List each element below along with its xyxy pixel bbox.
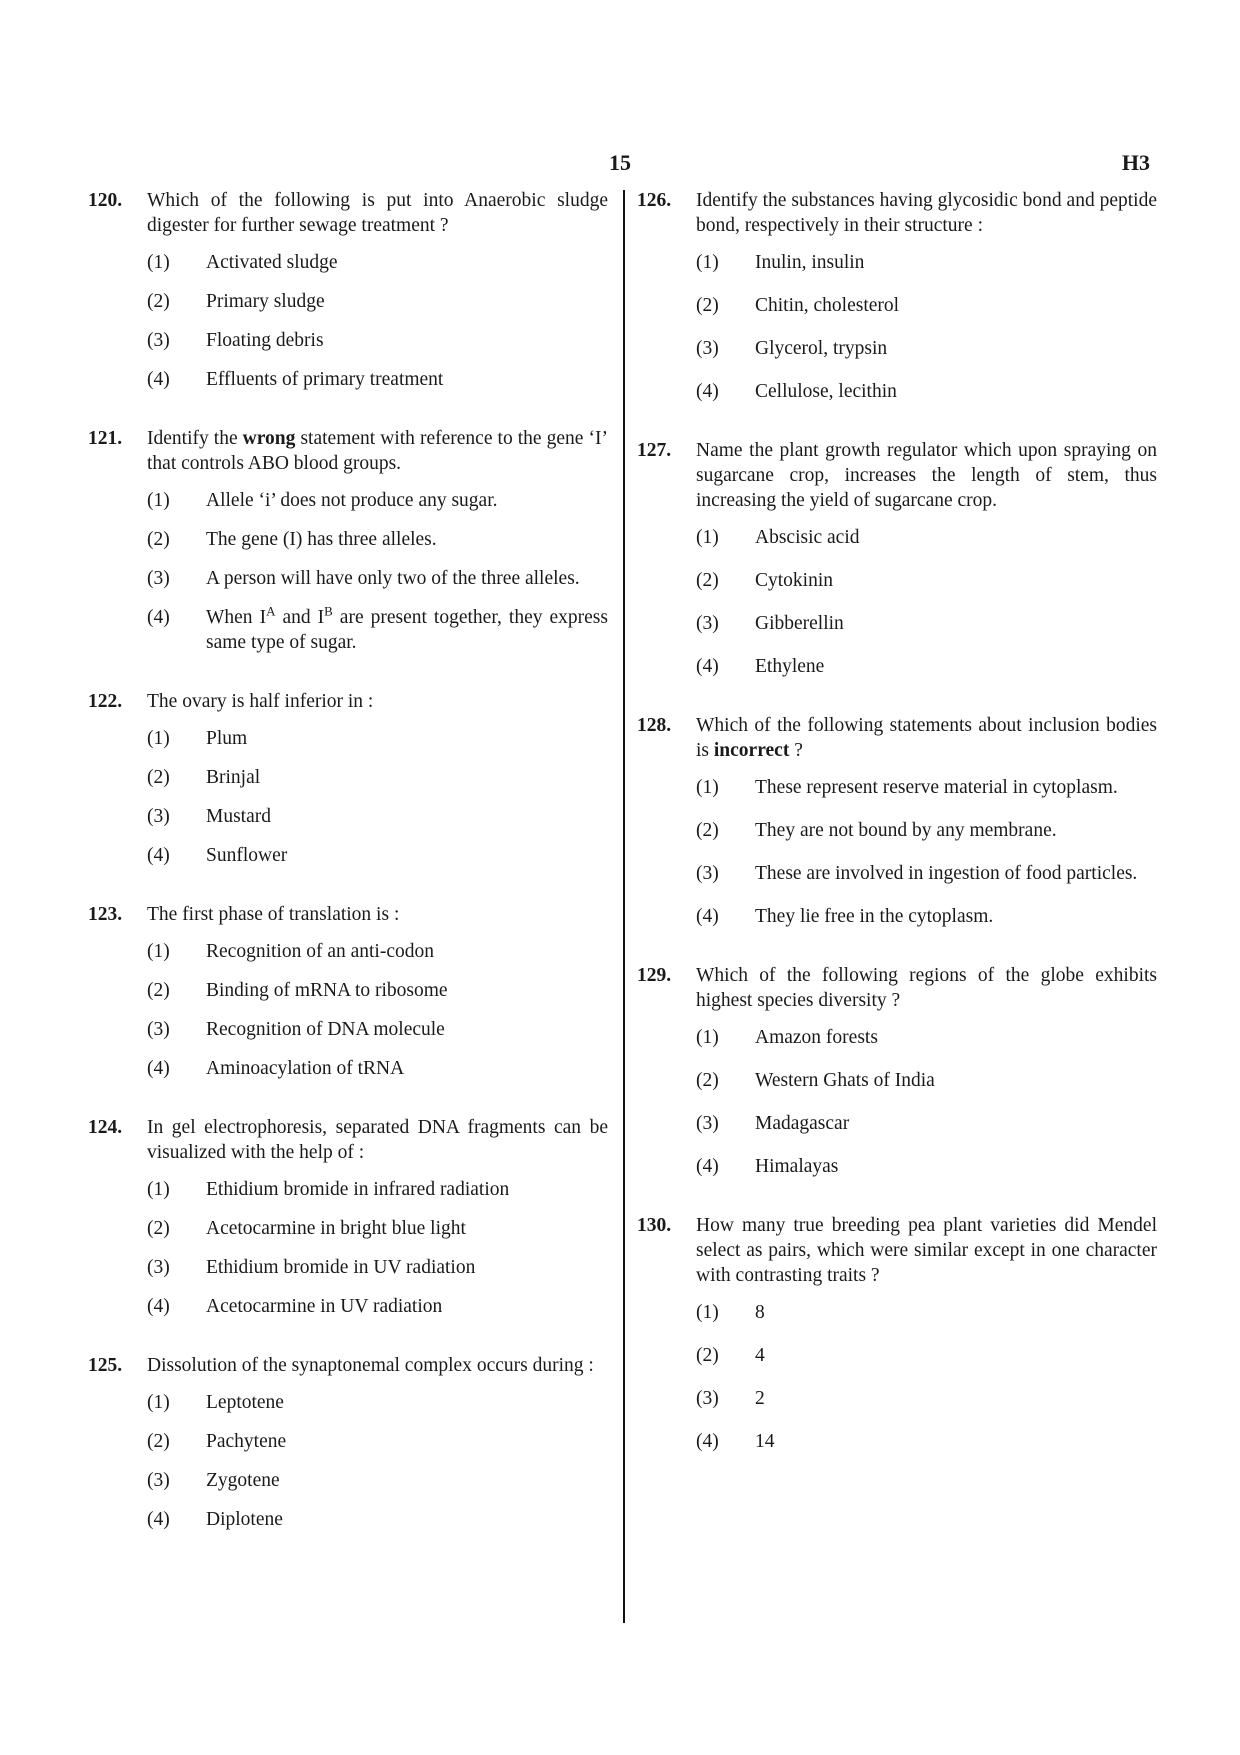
option-number: (2) — [696, 1070, 719, 1091]
question-emphasis: wrong — [242, 428, 296, 449]
option — [147, 328, 608, 353]
option-text: Allele ‘i’ does not produce any sugar. — [206, 490, 498, 511]
option-number: (2) — [147, 1431, 170, 1452]
option — [696, 1429, 1157, 1454]
text-segment: are present together, they express same type of sugar. — [206, 607, 608, 653]
options-list — [696, 1025, 1157, 1179]
option-number: (4) — [147, 1296, 170, 1317]
option-number: (4) — [696, 1156, 719, 1177]
option-number: (4) — [696, 656, 719, 677]
question-126 — [637, 188, 1157, 404]
option-number: (1) — [147, 1179, 170, 1200]
option — [696, 1343, 1157, 1368]
option — [147, 289, 608, 314]
option-number: (1) — [147, 728, 170, 749]
options-list — [147, 488, 608, 655]
options-list — [147, 939, 608, 1081]
question-number: 129. — [637, 965, 672, 986]
option-number: (1) — [147, 490, 170, 511]
option-text: Plum — [206, 728, 248, 749]
option-number: (2) — [696, 570, 719, 591]
option — [147, 250, 608, 275]
question-number: 123. — [88, 904, 123, 925]
option-number: (3) — [147, 1019, 170, 1040]
question-text: Which of the following regions of the globe exhibits highest species diversity ? — [696, 965, 1157, 1011]
option-number: (3) — [696, 1113, 719, 1134]
option-number: (3) — [147, 1257, 170, 1278]
option-text: Sunflower — [206, 845, 288, 866]
option-text: Activated sludge — [206, 252, 338, 273]
option — [696, 379, 1157, 404]
left-column — [88, 188, 608, 1566]
option-number: (1) — [147, 252, 170, 273]
option-number: (4) — [696, 381, 719, 402]
option-number: (2) — [696, 820, 719, 841]
question-120 — [88, 188, 608, 392]
option-number: (4) — [147, 369, 170, 390]
option — [147, 939, 608, 964]
option-text: A person will have only two of the three alleles. — [206, 568, 580, 589]
option-text: 14 — [755, 1431, 775, 1452]
option-text: Brinjal — [206, 767, 261, 788]
option-number: (3) — [696, 613, 719, 634]
option — [147, 1507, 608, 1532]
option-text: Aminoacylation of tRNA — [206, 1058, 405, 1079]
option-text: Cellulose, lecithin — [755, 381, 897, 402]
option — [696, 611, 1157, 636]
option — [696, 293, 1157, 318]
option-text: Mustard — [206, 806, 271, 827]
options-list — [696, 525, 1157, 679]
question-number: 130. — [637, 1215, 672, 1236]
option-text: Ethylene — [755, 656, 825, 677]
question-127 — [637, 438, 1157, 679]
superscript-b: B — [324, 603, 333, 619]
question-121 — [88, 426, 608, 655]
superscript-a: A — [266, 603, 276, 619]
option-text: Cytokinin — [755, 570, 834, 591]
options-list — [696, 250, 1157, 404]
right-column — [637, 188, 1157, 1488]
question-number: 122. — [88, 691, 123, 712]
option-number: (2) — [147, 980, 170, 1001]
option-text: 2 — [755, 1388, 765, 1409]
question-text-start: Which of the following statements about inclusion bodies is — [696, 715, 1157, 761]
option-number: (1) — [696, 527, 719, 548]
option-text: Ethidium bromide in UV radiation — [206, 1257, 476, 1278]
option-text: Acetocarmine in UV radiation — [206, 1296, 443, 1317]
option — [147, 1294, 608, 1319]
option-text: Binding of mRNA to ribosome — [206, 980, 448, 1001]
options-list — [147, 1390, 608, 1532]
question-129 — [637, 963, 1157, 1179]
option-text — [206, 605, 608, 655]
option-number: (3) — [696, 863, 719, 884]
option-number: (2) — [147, 767, 170, 788]
option — [147, 367, 608, 392]
option — [147, 804, 608, 829]
question-text-start: Identify the — [147, 428, 243, 449]
option-number: (4) — [147, 607, 170, 628]
question-text: The first phase of translation is : — [147, 904, 400, 925]
option-text: 8 — [755, 1302, 765, 1323]
option — [696, 904, 1157, 929]
option — [147, 978, 608, 1003]
option-text: Acetocarmine in bright blue light — [206, 1218, 466, 1239]
option — [147, 1177, 608, 1202]
option-number: (4) — [147, 1509, 170, 1530]
option — [147, 1468, 608, 1493]
question-text — [696, 713, 1157, 763]
option-number: (3) — [147, 568, 170, 589]
option-number: (4) — [696, 1431, 719, 1452]
question-text-end: ? — [789, 740, 803, 761]
question-text: How many true breeding pea plant varieties did Mendel select as pairs, which were similar except in one character with contrasting traits ? — [696, 1215, 1157, 1286]
question-text: Which of the following is put into Anaerobic sludge digester for further sewage treatment ? — [147, 190, 608, 236]
option-number: (1) — [696, 252, 719, 273]
option — [147, 566, 608, 591]
option-text: Diplotene — [206, 1509, 283, 1530]
option-text: Glycerol, trypsin — [755, 338, 888, 359]
option — [696, 1300, 1157, 1325]
question-125 — [88, 1353, 608, 1532]
option-text: Zygotene — [206, 1470, 280, 1491]
option — [147, 605, 608, 655]
option-text: Abscisic acid — [755, 527, 860, 548]
option-text: Recognition of DNA molecule — [206, 1019, 445, 1040]
question-130 — [637, 1213, 1157, 1454]
option-number: (3) — [147, 806, 170, 827]
question-122 — [88, 689, 608, 868]
question-number: 124. — [88, 1117, 123, 1138]
option — [696, 775, 1157, 800]
question-128 — [637, 713, 1157, 929]
option-text: Gibberellin — [755, 613, 844, 634]
option-text: Madagascar — [755, 1113, 850, 1134]
option-number: (1) — [696, 1302, 719, 1323]
options-list — [696, 775, 1157, 929]
option-text: The gene (I) has three alleles. — [206, 529, 437, 550]
option — [696, 1386, 1157, 1411]
option-text: Recognition of an anti-codon — [206, 941, 434, 962]
question-emphasis: incorrect — [713, 740, 790, 761]
option — [147, 1216, 608, 1241]
option-text: Amazon forests — [755, 1027, 878, 1048]
option-number: (2) — [147, 529, 170, 550]
option-text: Himalayas — [755, 1156, 839, 1177]
question-text: Name the plant growth regulator which upon spraying on sugarcane crop, increases the length of stem, thus increasing the yield of sugarcane crop. — [696, 440, 1157, 511]
question-123 — [88, 902, 608, 1081]
page-number: 15 — [609, 150, 631, 175]
option-number: (1) — [696, 1027, 719, 1048]
option-number: (3) — [147, 330, 170, 351]
question-text — [147, 426, 608, 476]
option — [696, 818, 1157, 843]
option — [696, 336, 1157, 361]
option-number: (2) — [147, 1218, 170, 1239]
option — [147, 488, 608, 513]
question-number: 126. — [637, 190, 672, 211]
option-text: 4 — [755, 1345, 765, 1366]
option-text: Leptotene — [206, 1392, 284, 1413]
question-number: 120. — [88, 190, 123, 211]
option-text: These are involved in ingestion of food particles. — [755, 863, 1138, 884]
option — [147, 1390, 608, 1415]
option — [147, 527, 608, 552]
option — [147, 765, 608, 790]
option — [147, 726, 608, 751]
option-number: (3) — [147, 1470, 170, 1491]
question-number: 127. — [637, 440, 672, 461]
question-text: The ovary is half inferior in : — [147, 691, 374, 712]
option — [147, 1056, 608, 1081]
question-text: Identify the substances having glycosidic bond and peptide bond, respectively in their structure : — [696, 190, 1157, 236]
option-text: Chitin, cholesterol — [755, 295, 900, 316]
options-list — [147, 1177, 608, 1319]
option — [696, 654, 1157, 679]
question-124 — [88, 1115, 608, 1319]
question-number: 128. — [637, 715, 672, 736]
option-text: Primary sludge — [206, 291, 325, 312]
option-text: Inulin, insulin — [755, 252, 865, 273]
question-text-end: statement with reference to the gene ‘I’ that controls ABO blood groups. — [147, 428, 608, 474]
option-text: Floating debris — [206, 330, 324, 351]
question-text: In gel electrophoresis, separated DNA fragments can be visualized with the help of : — [147, 1117, 608, 1163]
option-text: Ethidium bromide in infrared radiation — [206, 1179, 510, 1200]
option-number: (4) — [696, 906, 719, 927]
question-number: 121. — [88, 428, 123, 449]
option-text: They lie free in the cytoplasm. — [755, 906, 994, 927]
option — [696, 250, 1157, 275]
option — [147, 843, 608, 868]
text-segment: When I — [206, 607, 267, 628]
question-number: 125. — [88, 1355, 123, 1376]
option — [696, 1025, 1157, 1050]
option-number: (4) — [147, 1058, 170, 1079]
column-divider — [623, 190, 625, 1623]
option-number: (1) — [147, 1392, 170, 1413]
option-number: (2) — [696, 1345, 719, 1366]
option — [696, 1111, 1157, 1136]
option-number: (1) — [147, 941, 170, 962]
option-number: (2) — [696, 295, 719, 316]
options-list — [696, 1300, 1157, 1454]
option-number: (3) — [696, 338, 719, 359]
options-list — [147, 250, 608, 392]
option — [696, 525, 1157, 550]
option-text: Effluents of primary treatment — [206, 369, 444, 390]
question-text: Dissolution of the synaptonemal complex occurs during : — [147, 1355, 594, 1376]
option-text: Pachytene — [206, 1431, 287, 1452]
option — [696, 861, 1157, 886]
option-text: Western Ghats of India — [755, 1070, 935, 1091]
option-number: (4) — [147, 845, 170, 866]
option-text: They are not bound by any membrane. — [755, 820, 1057, 841]
option — [147, 1017, 608, 1042]
option-number: (1) — [696, 777, 719, 798]
option — [696, 568, 1157, 593]
text-segment: and I — [275, 607, 325, 628]
option — [696, 1068, 1157, 1093]
paper-code: H3 — [1121, 150, 1150, 175]
options-list — [147, 726, 608, 868]
option — [147, 1429, 608, 1454]
option-text: These represent reserve material in cytoplasm. — [755, 777, 1118, 798]
option-number: (3) — [696, 1388, 719, 1409]
option-number: (2) — [147, 291, 170, 312]
option — [147, 1255, 608, 1280]
option — [696, 1154, 1157, 1179]
